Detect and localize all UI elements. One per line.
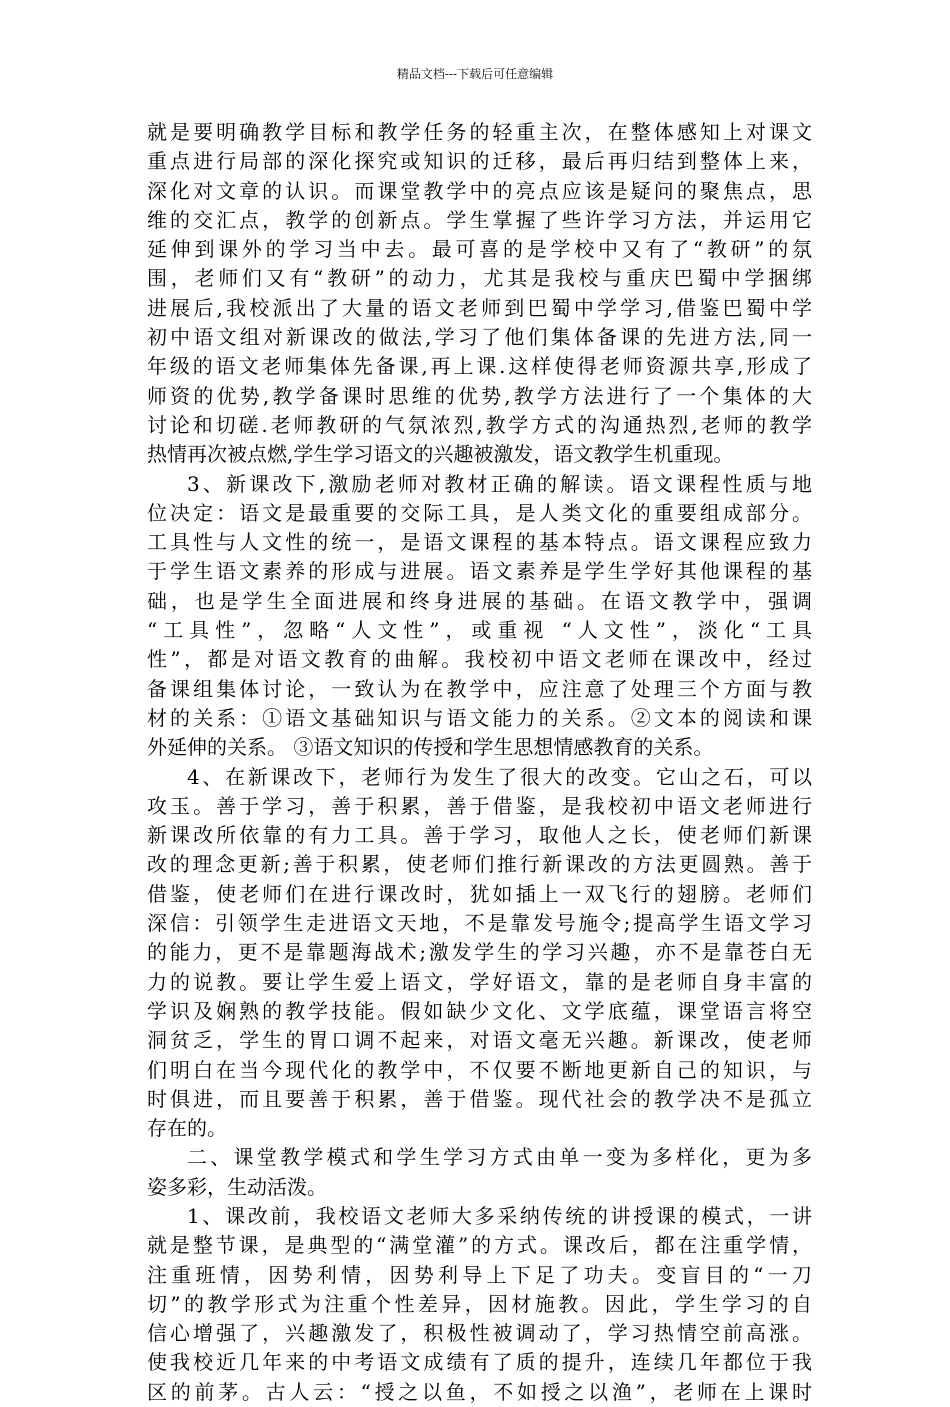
text-line: 学识及娴熟的教学技能。假如缺少文化、文学底蕴，课堂语言将空 (147, 998, 812, 1023)
text-line: 区的前茅。古人云：“授之以鱼，不如授之以渔”，老师在上课时 (147, 1379, 812, 1404)
text-line: 姿多彩，生动活泼。 (147, 1174, 327, 1199)
text-line: 1、课改前，我校语文老师大多采纳传统的讲授课的模式，一讲 (187, 1203, 812, 1228)
text-line: 年级的语文老师集体先备课,再上课.这样使得老师资源共享,形成了 (147, 354, 812, 379)
text-line: 维的交汇点，教学的创新点。学生掌握了些许学习方法，并运用它 (147, 207, 812, 232)
text-line: 注重班情，因势利情，因势利导上下足了功夫。变盲目的“一刀 (147, 1262, 812, 1287)
text-line: 力的说教。要让学生爱上语文，学好语文，靠的是老师自身丰富的 (147, 969, 812, 994)
text-line: “工具性”，忽略“人文性”，或重视 “人文性”，淡化“工具 (147, 618, 812, 643)
text-line: 洞贫乏，学生的胃口调不起来，对语文毫无兴趣。新课改，使老师 (147, 1028, 812, 1053)
text-line: 使我校近几年来的中考语文成绩有了质的提升，连续几年都位于我 (147, 1350, 812, 1375)
text-line: 切”的教学形式为注重个性差异，因材施教。因此，学生学习的自 (147, 1291, 812, 1316)
text-line: 初中语文组对新课改的做法,学习了他们集体备课的先进方法,同一 (147, 325, 812, 350)
paragraph (147, 1143, 812, 1202)
text-line: 3、新课改下,激励老师对教材正确的解读。语文课程性质与地 (187, 471, 812, 496)
paragraph (147, 763, 812, 1144)
text-line: 性”，都是对语文教育的曲解。我校初中语文老师在课改中，经过 (147, 647, 812, 672)
text-line: 进展后,我校派出了大量的语文老师到巴蜀中学学习,借鉴巴蜀中学 (147, 295, 812, 320)
text-line: 改的理念更新;善于积累，使老师们推行新课改的方法更圆熟。善于 (147, 852, 812, 877)
text-line: 备课组集体讨论，一致认为在教学中，应注意了处理三个方面与教 (147, 676, 812, 701)
text-line: 重点进行局部的深化探究或知识的迁移，最后再归结到整体上来， (147, 149, 812, 174)
text-line: 时俱进，而且要善于积累，善于借鉴。现代社会的教学决不是孤立 (147, 1086, 812, 1111)
paragraph (147, 470, 812, 763)
text-line: 存在的。 (147, 1116, 227, 1141)
text-line: 的能力，更不是靠题海战术;激发学生的学习兴趣，亦不是靠苍白无 (147, 940, 812, 965)
text-line: 攻玉。善于学习，善于积累，善于借鉴，是我校初中语文老师进行 (147, 793, 812, 818)
text-line: 就是整节课，是典型的“满堂灌”的方式。课改后，都在注重学情， (147, 1233, 812, 1258)
text-line: 师资的优势,教学备课时思维的优势,教学方法进行了一个集体的大 (147, 383, 812, 408)
text-line: 信心增强了，兴趣激发了，积极性被调动了，学习热情空前高涨。 (147, 1321, 812, 1346)
text-line: 工具性与人文性的统一，是语文课程的基本特点。语文课程应致力 (147, 530, 812, 555)
paragraph (147, 1202, 812, 1407)
text-line: 热情再次被点燃,学生学习语文的兴趣被激发，语文教学生机重现。 (147, 442, 734, 467)
text-line: 就是要明确教学目标和教学任务的轻重主次，在整体感知上对课文 (147, 120, 812, 144)
text-line: 二、课堂教学模式和学生学习方式由单一变为多样化，更为多 (187, 1145, 812, 1170)
text-line: 围，老师们又有“教研”的动力，尤其是我校与重庆巴蜀中学捆绑 (147, 266, 812, 291)
text-line: 讨论和切磋.老师教研的气氛浓烈,教学方式的沟通热烈,老师的教学 (147, 412, 812, 437)
document-body (147, 118, 812, 1407)
text-line: 深化对文章的认识。而课堂教学中的亮点应该是疑问的聚焦点，思 (147, 178, 812, 203)
text-line: 延伸到课外的学习当中去。最可喜的是学校中又有了“教研”的氛 (147, 237, 812, 262)
text-line: 外延伸的关系。 ③语文知识的传授和学生思想情感教育的关系。 (147, 735, 714, 760)
paragraph (147, 118, 812, 470)
text-line: 材的关系：①语文基础知识与语文能力的关系。②文本的阅读和课 (147, 705, 812, 730)
page-header: 精品文档---下载后可任意编辑 (396, 67, 554, 81)
text-line: 深信：引领学生走进语文天地，不是靠发号施令;提高学生语文学习 (147, 911, 812, 936)
text-line: 新课改所依靠的有力工具。善于学习，取他人之长，使老师们新课 (147, 823, 812, 848)
text-line: 4、在新课改下，老师行为发生了很大的改变。它山之石，可以 (187, 764, 812, 789)
text-line: 位决定：语文是最重要的交际工具，是人类文化的重要组成部分。 (147, 500, 812, 525)
text-line: 们明白在当今现代化的教学中，不仅要不断地更新自己的知识，与 (147, 1057, 812, 1082)
text-line: 础，也是学生全面进展和终身进展的基础。在语文教学中，强调 (147, 588, 812, 613)
text-line: 借鉴，使老师们在进行课改时，犹如插上一双飞行的翅膀。老师们 (147, 881, 812, 906)
text-line: 于学生语文素养的形成与进展。语文素养是学生学好其他课程的基 (147, 559, 812, 584)
